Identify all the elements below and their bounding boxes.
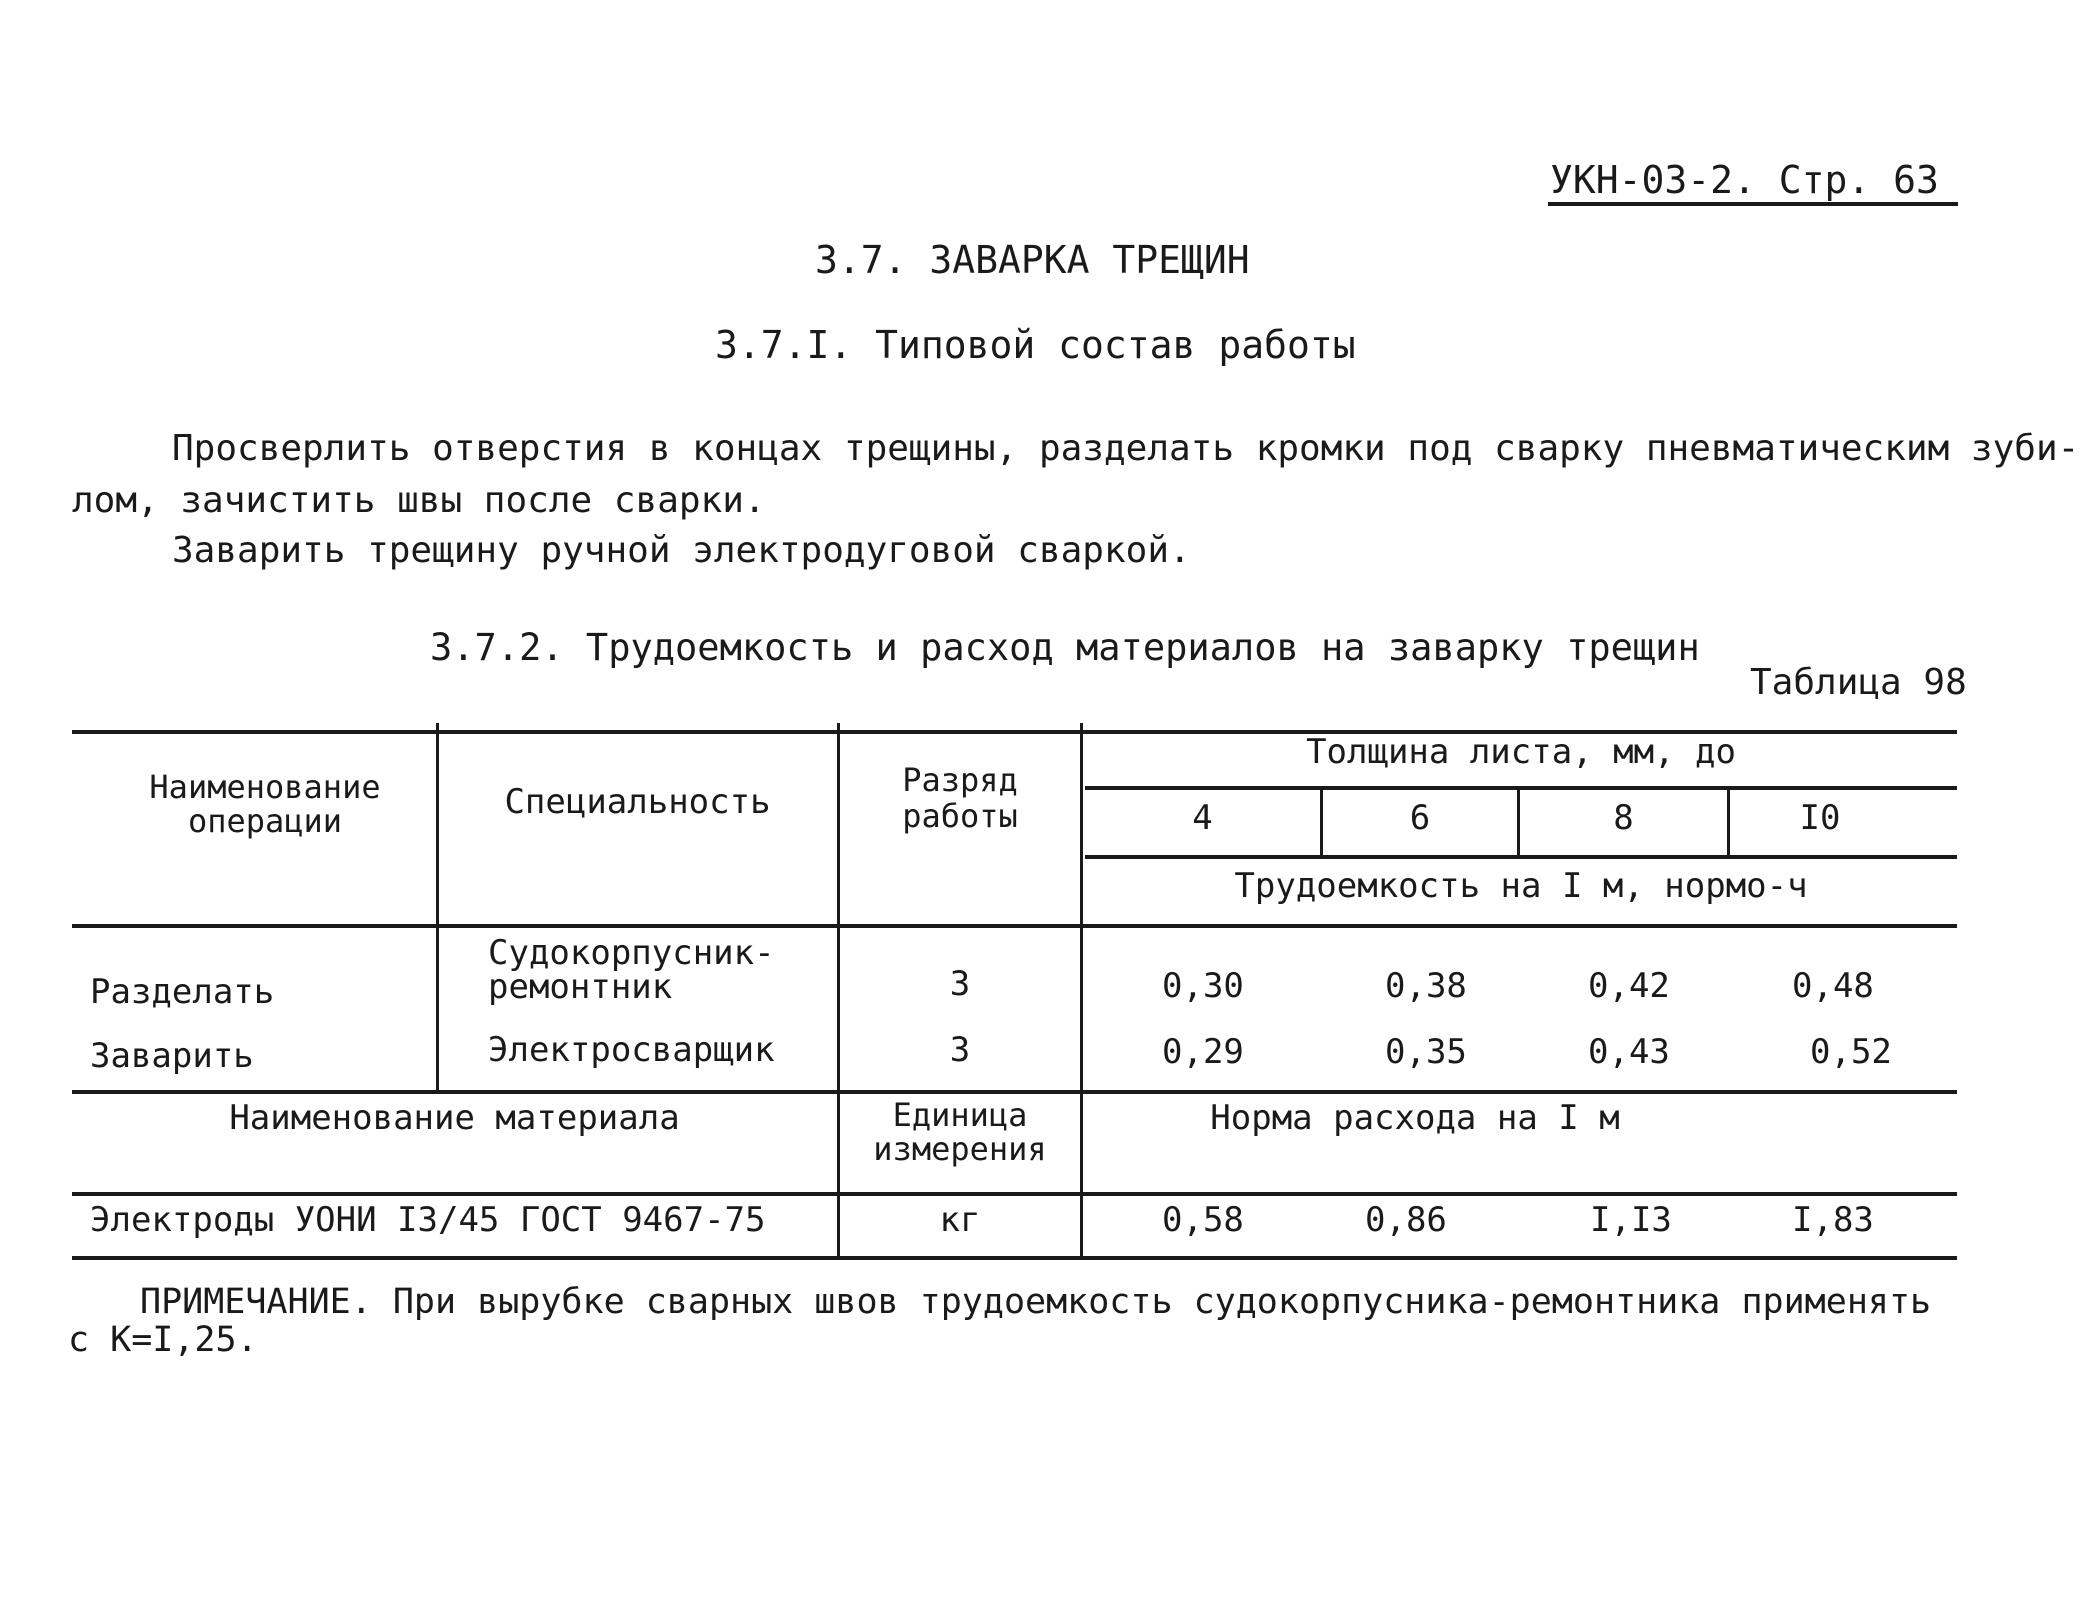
col-divider-1 bbox=[436, 723, 439, 1090]
row-2-grade: 3 bbox=[949, 1030, 971, 1070]
section-title: 3.7. ЗАВАРКА ТРЕЩИН bbox=[815, 238, 1250, 282]
row-1-value-8: 0,42 bbox=[1588, 966, 1670, 1006]
head-operation-line-2: операции bbox=[187, 802, 343, 840]
head-operation-line-1: Наименование bbox=[149, 768, 381, 806]
header-underline bbox=[1548, 202, 1958, 206]
row-1-operation: Разделать bbox=[90, 972, 275, 1012]
paragraph-line-1: Просверлить отверстия в концах трещины, разделать кромки под сварку пневматическим зуби- bbox=[172, 428, 2080, 469]
note-line-2: с К=I,25. bbox=[68, 1320, 258, 1360]
thickness-values-rule bbox=[1085, 855, 1957, 859]
material-row-value-6: 0,86 bbox=[1365, 1200, 1447, 1240]
head-thickness: Толщина листа, мм, до bbox=[1306, 732, 1736, 772]
materials-head-unit-line-2: измерения bbox=[873, 1130, 1047, 1168]
materials-head-unit bbox=[840, 1098, 1080, 1166]
head-thickness-6: 6 bbox=[1409, 798, 1431, 838]
row-1-value-6: 0,38 bbox=[1385, 966, 1467, 1006]
head-grade bbox=[840, 762, 1080, 834]
head-grade-line-1: Разряд bbox=[902, 761, 1018, 799]
rows-bottom-rule bbox=[72, 1090, 1957, 1094]
head-specialty: Специальность bbox=[504, 782, 771, 822]
row-1-specialty bbox=[488, 933, 775, 1007]
col-divider-3 bbox=[1080, 723, 1083, 1258]
materials-head-unit-line-1: Единица bbox=[892, 1096, 1028, 1134]
header-bottom-rule bbox=[72, 924, 1957, 928]
row-1-value-10: 0,48 bbox=[1792, 966, 1874, 1006]
head-thickness-8: 8 bbox=[1613, 798, 1634, 838]
materials-head-name: Наименование материала bbox=[229, 1098, 680, 1138]
row-1-specialty-line-2: ремонтник bbox=[488, 967, 673, 1007]
row-1-grade: 3 bbox=[949, 964, 971, 1004]
material-row-value-8: I,I3 bbox=[1590, 1200, 1672, 1240]
row-2-operation: Заварить bbox=[90, 1036, 254, 1076]
section-subtitle: 3.7.I. Типовой состав работы bbox=[715, 323, 1356, 367]
material-row-unit: кг bbox=[939, 1200, 981, 1240]
note-line-1: ПРИМЕЧАНИЕ. При вырубке сварных швов трудоемкость судокорпусника-ремонтника применять bbox=[140, 1282, 1932, 1322]
row-2-value-6: 0,35 bbox=[1385, 1032, 1467, 1072]
thickness-rule bbox=[1085, 786, 1957, 790]
row-1-specialty-line-1: Судокорпусник- bbox=[488, 933, 775, 973]
paragraph-line-3: Заварить трещину ручной электродуговой сваркой. bbox=[172, 530, 1191, 571]
row-2-value-4: 0,29 bbox=[1162, 1032, 1244, 1072]
head-labor-unit: Трудоемкость на I м, нормо-ч bbox=[1234, 866, 1808, 906]
material-row-name: Электроды УОНИ I3/45 ГОСТ 9467-75 bbox=[90, 1200, 766, 1240]
row-2-specialty: Электросварщик bbox=[488, 1030, 775, 1070]
table-title: 3.7.2. Трудоемкость и расход материалов на заварку трещин bbox=[430, 626, 1700, 669]
head-thickness-10: I0 bbox=[1799, 798, 1841, 838]
material-row-value-10: I,83 bbox=[1792, 1200, 1874, 1240]
head-thickness-4: 4 bbox=[1192, 798, 1213, 838]
table-bottom-rule bbox=[72, 1256, 1957, 1260]
materials-head-norm: Норма расхода на I м bbox=[1210, 1098, 1620, 1138]
row-1-value-4: 0,30 bbox=[1162, 966, 1244, 1006]
material-row-value-4: 0,58 bbox=[1162, 1200, 1244, 1240]
head-grade-line-2: работы bbox=[902, 797, 1018, 835]
row-2-value-8: 0,43 bbox=[1588, 1032, 1670, 1072]
table-number: Таблица 98 bbox=[1750, 662, 1967, 703]
head-operation bbox=[110, 770, 420, 838]
materials-head-rule bbox=[72, 1192, 1957, 1196]
document-code: УКН-03-2. Стр. 63 bbox=[1550, 158, 1939, 202]
paragraph-line-2: лом, зачистить швы после сварки. bbox=[72, 480, 766, 521]
row-2-value-10: 0,52 bbox=[1810, 1032, 1892, 1072]
